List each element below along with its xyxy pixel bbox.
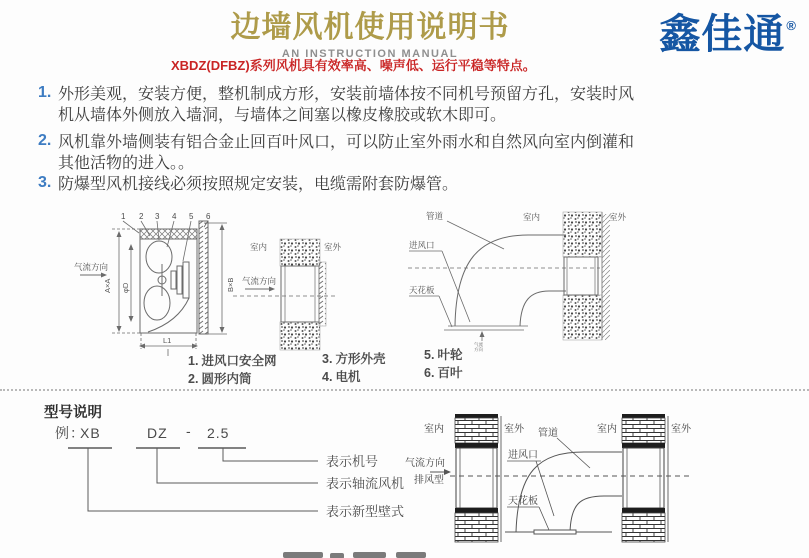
model-section-heading: 型号说明 [44, 405, 102, 421]
instruction-item-3 [38, 174, 638, 195]
wall-block-top [563, 212, 602, 257]
fan-blade-bottom [144, 286, 170, 320]
motor-section [171, 271, 176, 289]
outdoor-label: 室外 [324, 242, 342, 252]
indoor-label: 室内 [250, 242, 268, 252]
duct-label: 管道 [426, 211, 444, 221]
page-subtitle: AN INSTRUCTION MANUAL [281, 48, 459, 60]
legend-item [322, 349, 385, 367]
legend-label: 方形外壳 [335, 352, 386, 366]
instruction-number: 3. [38, 174, 52, 191]
wall-mount-diagram [233, 239, 338, 350]
legend-label: 电机 [335, 370, 361, 384]
example-label: 例： [55, 425, 85, 441]
brand-logo-text: 鑫佳通 [659, 11, 786, 57]
indoor-label: 室内 [424, 424, 444, 435]
outdoor-label: 室外 [671, 424, 691, 435]
legend-item [424, 363, 462, 381]
install-wall-left [455, 414, 501, 542]
outdoor-label: 室外 [609, 212, 627, 222]
fan-blade-top [146, 241, 172, 273]
code-tree-lines [68, 448, 318, 511]
part-number: 6 [206, 212, 211, 221]
legend-number: 1. [188, 354, 199, 368]
page-title: 边墙风机使用说明书 [230, 11, 510, 44]
cropped-next-section-text [330, 553, 344, 558]
series-features-line: XBDZ(DFBZ)系列风机具有效率高、噪声低、运行平稳等特点。 [171, 58, 536, 73]
duct-label: 管道 [538, 428, 558, 439]
wall-hatch-outside [602, 214, 610, 340]
part-number: 3 [155, 212, 160, 221]
flow-direction-label: 气流方向 [405, 458, 445, 469]
instruction-number: 2. [38, 132, 52, 149]
exhaust-type-label: 排风型 [414, 475, 444, 486]
legend-item [188, 351, 276, 369]
code-part-dz: DZ [147, 425, 168, 441]
outdoor-label: 室外 [504, 424, 524, 435]
part-number: 1 [121, 212, 126, 221]
instruction-text: 外形美观，安装方便，整机制成方形，安装前墙体按不同机号预留方孔，安装时风机从墙体外侧放入墙洞，与墙体之间塞以橡皮橡胶或软木即可。 [58, 86, 635, 124]
legend-label: 叶轮 [437, 348, 463, 362]
duct-inner-curve [520, 291, 566, 326]
tiny-flow-label: 方向 [474, 347, 483, 352]
part-number: 2 [139, 212, 144, 221]
fan-box [456, 448, 497, 508]
code-part-xb: XB [80, 425, 101, 441]
indoor-label: 室内 [523, 212, 541, 222]
duct-inner-curve [570, 496, 622, 532]
section-separator [0, 389, 809, 391]
part-number: 5 [189, 212, 194, 221]
fan-box [281, 266, 319, 322]
casing-hatch-strip [140, 229, 197, 239]
legend-label: 百叶 [437, 366, 463, 380]
dim-label-phid: φD [121, 282, 130, 293]
cropped-next-section-text [353, 552, 386, 558]
install-wall-right [622, 414, 668, 542]
louver-strip [319, 262, 326, 326]
code-label-axial: 表示轴流风机 [326, 476, 405, 491]
ceiling-label: 天花板 [409, 285, 435, 295]
model-install-diagram [400, 398, 809, 558]
model-code-tree [0, 398, 405, 558]
brand-logo [659, 11, 797, 57]
wall-block-top [280, 239, 320, 266]
legend-number: 4. [322, 370, 333, 384]
part-number: 4 [172, 212, 177, 221]
tiny-flow-label: 气流 [474, 342, 483, 347]
figures-band [0, 195, 809, 391]
instruction-item-2 [38, 132, 638, 174]
ceiling-label: 天花板 [508, 496, 538, 507]
duct-elbow-diagram [408, 212, 610, 341]
legend-number: 2. [188, 372, 199, 386]
wall-block-bottom [563, 295, 602, 340]
flow-direction-label: 气流方向 [74, 262, 109, 272]
instruction-number: 1. [38, 84, 52, 101]
motor-section [177, 266, 182, 294]
code-label-size: 表示机号 [326, 454, 379, 469]
dim-label-bxb: B×B [226, 277, 235, 292]
indoor-label: 室内 [597, 424, 617, 435]
ceiling-line [444, 326, 528, 330]
legend-item [188, 369, 251, 387]
air-inlet-label: 进风口 [508, 450, 538, 461]
legend-label: 圆形内筒 [201, 372, 252, 386]
instruction-text: 风机靠外墙侧装有铝合金止回百叶风口，可以防止室外雨水和自然风向室内倒灌和其他活物的进入。。 [58, 134, 635, 172]
louver-panel [199, 221, 208, 334]
legend-label: 进风口安全网 [201, 354, 277, 368]
motor-support [148, 298, 189, 332]
legend-item [424, 345, 462, 363]
wall-block-bottom [280, 322, 320, 350]
dim-label-axa: A×A [103, 278, 112, 293]
cropped-next-section-text [283, 552, 323, 558]
duct-base-plate [534, 530, 576, 534]
dim-label-l1: L1 [163, 336, 172, 345]
duct-outer-curve [516, 452, 622, 532]
motor-section [183, 262, 189, 298]
flow-direction-label: 气流方向 [242, 276, 277, 286]
instruction-item-1 [38, 84, 638, 126]
legend-number: 3. [322, 352, 333, 366]
code-label-wall: 表示新型壁式 [326, 504, 405, 519]
fan-box [623, 448, 664, 508]
legend-item [322, 367, 360, 385]
header [0, 2, 740, 60]
legend-number: 5. [424, 348, 435, 362]
legend-number: 6. [424, 366, 435, 380]
code-part-size: 2.5 [207, 425, 230, 441]
duct-outer-curve [455, 235, 566, 326]
code-part-dash: - [186, 423, 192, 439]
registered-trademark-icon: ® [786, 18, 797, 33]
cropped-next-section-text [396, 552, 426, 558]
air-inlet-label: 进风口 [409, 240, 435, 250]
fan-casing [140, 229, 197, 333]
instruction-text: 防爆型风机接线必须按照规定安装，电缆需附套防爆管。 [58, 176, 459, 193]
fan-box [564, 257, 598, 295]
